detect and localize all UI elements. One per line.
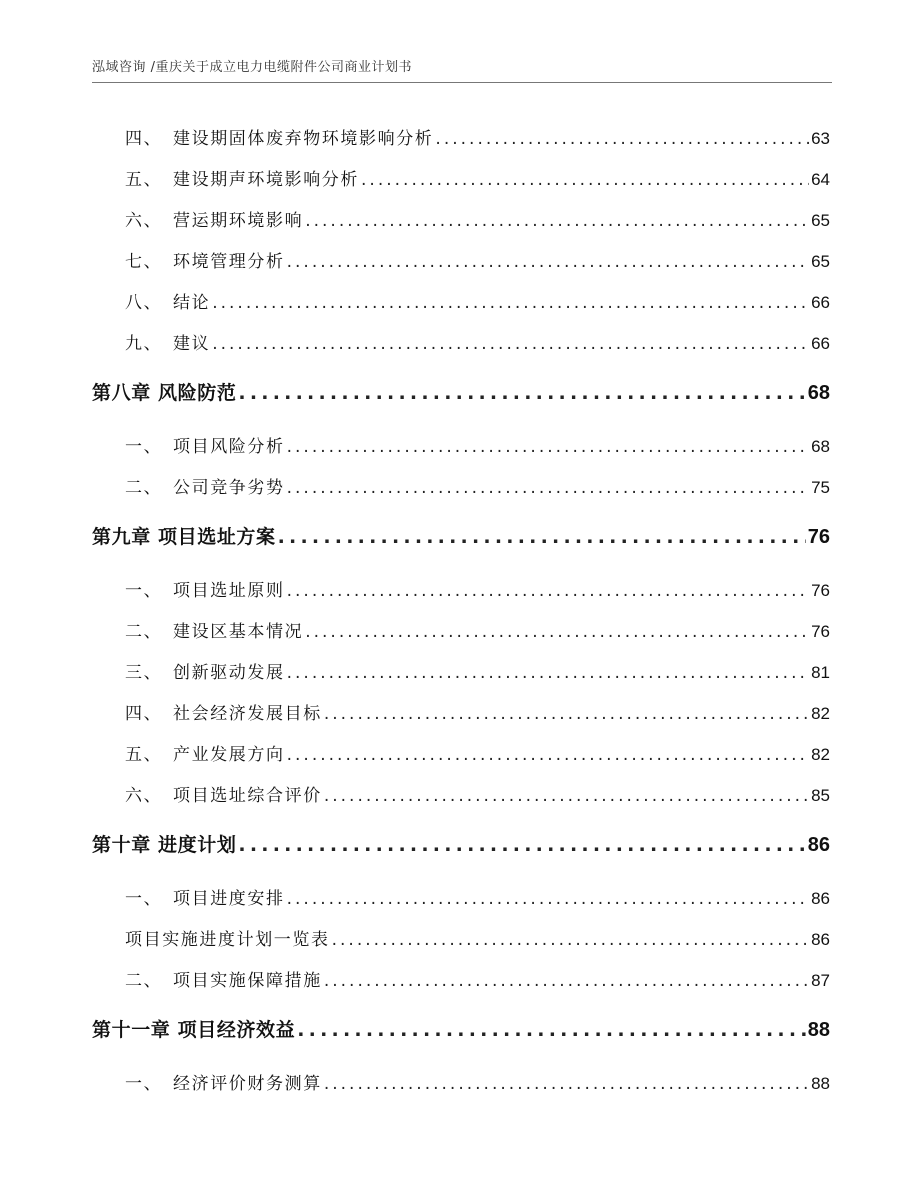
toc-entry-text: 环境管理分析	[173, 252, 285, 272]
dot-leader	[332, 930, 809, 950]
toc-entry-title	[125, 206, 303, 231]
toc-entry-title	[125, 247, 285, 272]
toc-entry[interactable]	[125, 576, 830, 601]
toc-entry-text: 第十一章 项目经济效益	[92, 1019, 296, 1041]
toc-chapter-entry[interactable]	[92, 1015, 830, 1042]
toc-entry-text: 第九章 项目选址方案	[92, 526, 276, 548]
toc-entry-text: 建设期声环境影响分析	[173, 170, 359, 190]
dot-leader	[212, 334, 809, 354]
toc-entry-text: 第十章 进度计划	[92, 834, 237, 856]
toc-entry-number: 五、	[125, 745, 163, 765]
toc-entry-title	[92, 378, 236, 405]
dot-leader	[287, 663, 809, 683]
toc-page-number: 65	[811, 252, 830, 271]
toc-page-number: 64	[811, 170, 830, 189]
dot-leader	[324, 704, 809, 724]
dot-leader	[297, 1019, 806, 1041]
dot-leader	[361, 170, 809, 190]
header-text: 泓域咨询 /重庆关于成立电力电缆附件公司商业计划书	[92, 60, 413, 75]
dot-leader	[287, 478, 809, 498]
toc-page-number: 86	[811, 930, 830, 949]
toc-entry[interactable]	[125, 329, 830, 354]
toc-entry-number: 一、	[125, 581, 163, 601]
toc-entry-text: 项目风险分析	[173, 437, 285, 457]
toc-entry-text: 结论	[173, 293, 211, 313]
toc-page-number: 76	[811, 622, 830, 641]
dot-leader	[324, 786, 809, 806]
toc-entry[interactable]	[125, 288, 830, 313]
toc-entry-text: 公司竞争劣势	[173, 478, 285, 498]
toc-entry-number: 五、	[125, 170, 163, 190]
toc-entry-title	[125, 740, 285, 765]
toc-entry-number: 一、	[125, 1074, 163, 1094]
toc-entry-text: 建设期固体废弃物环境影响分析	[173, 129, 434, 149]
toc-entry-text: 项目选址原则	[173, 581, 285, 601]
toc-entry-title	[125, 576, 285, 601]
toc-entry-title	[125, 329, 210, 354]
toc-entry-title	[125, 617, 303, 642]
toc-page-number: 82	[811, 745, 830, 764]
toc-entry[interactable]	[125, 206, 830, 231]
toc-entry-text: 项目实施保障措施	[173, 971, 322, 991]
toc-page-number: 85	[811, 786, 830, 805]
toc-entry-title	[125, 1069, 322, 1094]
toc-page-number: 68	[807, 382, 830, 404]
toc-entry-text: 项目实施进度计划一览表	[125, 930, 330, 950]
toc-entry-text: 社会经济发展目标	[173, 704, 322, 724]
toc-entry-title	[125, 432, 285, 457]
toc-page-number: 88	[811, 1074, 830, 1093]
toc-entry-title	[125, 165, 359, 190]
toc-entry[interactable]	[125, 124, 830, 149]
toc-chapter-entry[interactable]	[92, 378, 830, 405]
toc-page-number: 68	[811, 437, 830, 456]
toc-entry-title	[92, 1015, 295, 1042]
toc-entry[interactable]	[125, 432, 830, 457]
toc-entry-text: 营运期环境影响	[173, 211, 304, 231]
toc-page-number: 86	[811, 889, 830, 908]
toc-entry-title	[92, 830, 236, 857]
toc-entry-title	[125, 925, 330, 950]
dot-leader	[305, 622, 809, 642]
toc-entry-title	[125, 658, 285, 683]
toc-entry-text: 创新驱动发展	[173, 663, 285, 683]
dot-leader	[287, 889, 809, 909]
toc-entry[interactable]	[125, 165, 830, 190]
toc-entry-number: 三、	[125, 663, 163, 683]
toc-entry[interactable]	[125, 740, 830, 765]
dot-leader	[278, 526, 806, 548]
dot-leader	[324, 971, 809, 991]
dot-leader	[287, 252, 809, 272]
toc-entry-text: 第八章 风险防范	[92, 382, 237, 404]
toc-page-number: 87	[811, 971, 830, 990]
toc-entry-number: 七、	[125, 252, 163, 272]
toc-entry[interactable]	[125, 658, 830, 683]
dot-leader	[212, 293, 809, 313]
toc-entry-text: 项目选址综合评价	[173, 786, 322, 806]
toc-entry-title	[125, 288, 210, 313]
toc-page-number: 88	[807, 1019, 830, 1041]
toc-page-number: 75	[811, 478, 830, 497]
toc-entry-title	[92, 522, 276, 549]
toc-entry-text: 项目进度安排	[173, 889, 285, 909]
toc-entry-title	[125, 473, 285, 498]
toc-entry-number: 二、	[125, 971, 163, 991]
toc-entry-text: 建设区基本情况	[173, 622, 304, 642]
dot-leader	[287, 437, 809, 457]
toc-entry-number: 一、	[125, 889, 163, 909]
toc-entry-number: 九、	[125, 334, 163, 354]
toc-entry[interactable]	[125, 699, 830, 724]
toc-entry-text: 产业发展方向	[173, 745, 285, 765]
toc-page-number: 63	[811, 129, 830, 148]
toc-entry[interactable]	[125, 1069, 830, 1094]
toc-entry-title	[125, 884, 285, 909]
toc-chapter-entry[interactable]	[92, 522, 830, 549]
dot-leader	[238, 834, 805, 856]
toc-page-number: 66	[811, 293, 830, 312]
toc-page-number: 76	[807, 526, 830, 548]
toc-page-number: 76	[811, 581, 830, 600]
toc-entry-number: 四、	[125, 129, 163, 149]
toc-page-number: 66	[811, 334, 830, 353]
toc-page-number: 82	[811, 704, 830, 723]
dot-leader	[287, 745, 809, 765]
toc-page-number: 81	[811, 663, 830, 682]
toc-entry[interactable]	[125, 925, 830, 950]
toc-page-number: 65	[811, 211, 830, 230]
toc-entry-number: 一、	[125, 437, 163, 457]
toc-entry-number: 八、	[125, 293, 163, 313]
toc-entry-title	[125, 124, 433, 149]
toc-entry[interactable]	[125, 247, 830, 272]
dot-leader	[324, 1074, 809, 1094]
toc-entry-text: 经济评价财务测算	[173, 1074, 322, 1094]
toc-chapter-entry[interactable]	[92, 830, 830, 857]
toc-entry[interactable]	[125, 617, 830, 642]
dot-leader	[305, 211, 809, 231]
toc-entry-number: 六、	[125, 211, 163, 231]
toc-entry-title	[125, 966, 322, 991]
dot-leader	[287, 581, 809, 601]
toc-entry-number: 六、	[125, 786, 163, 806]
toc-page-number: 86	[807, 834, 830, 856]
toc-entry[interactable]	[125, 473, 830, 498]
toc-entry-number: 二、	[125, 622, 163, 642]
dot-leader	[238, 382, 805, 404]
toc-entry[interactable]	[125, 966, 830, 991]
toc-entry-title	[125, 699, 322, 724]
toc-entry-title	[125, 781, 322, 806]
toc-entry-number: 四、	[125, 704, 163, 724]
toc-entry[interactable]	[125, 884, 830, 909]
toc-entry-text: 建议	[173, 334, 211, 354]
toc-entry-number: 二、	[125, 478, 163, 498]
dot-leader	[435, 129, 809, 149]
toc-entry[interactable]	[125, 781, 830, 806]
